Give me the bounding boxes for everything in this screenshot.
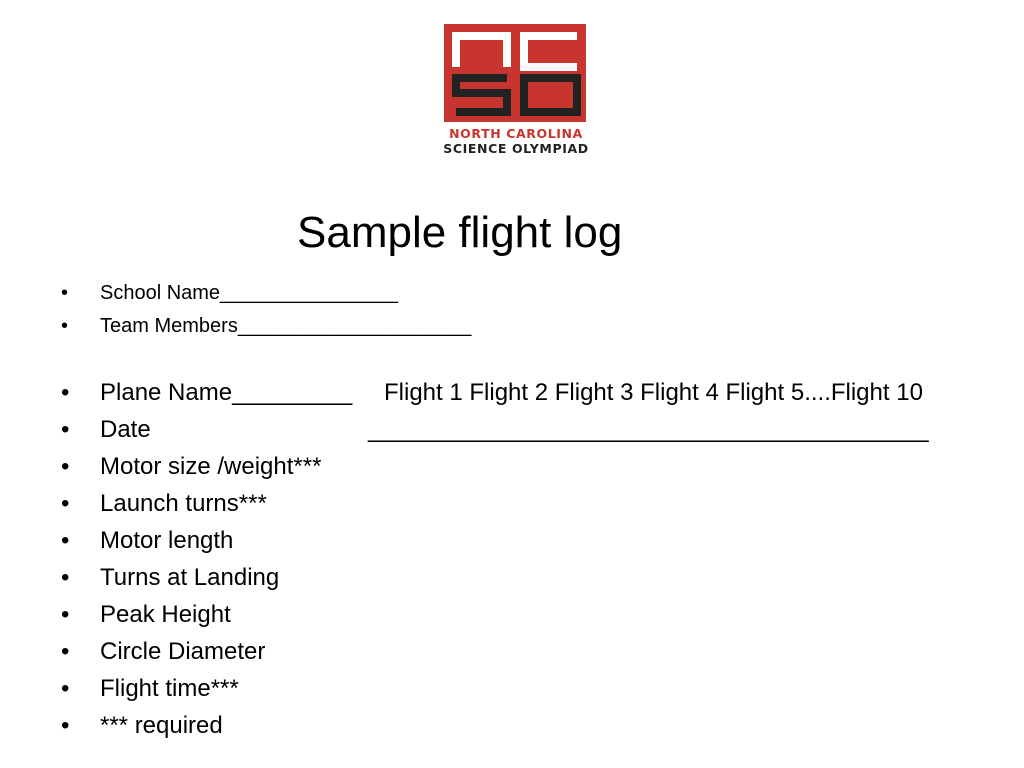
launch-turns-label: Launch turns*** bbox=[100, 490, 267, 517]
page-title: Sample flight log bbox=[297, 208, 623, 257]
flights-header: Flight 1 Flight 2 Flight 3 Flight 4 Flight 5....Flight 10 bbox=[384, 379, 923, 406]
required-note: *** required bbox=[100, 712, 223, 739]
bullet: • bbox=[61, 712, 70, 739]
plane-name-label: Plane Name_________ bbox=[100, 379, 353, 406]
bullet: • bbox=[61, 453, 70, 480]
bullet: • bbox=[61, 416, 70, 443]
flight-time-label: Flight time*** bbox=[100, 675, 239, 702]
turns-at-landing-label: Turns at Landing bbox=[100, 564, 280, 591]
school-name-label: School Name________________ bbox=[100, 282, 399, 304]
peak-height-label: Peak Height bbox=[100, 601, 231, 628]
motor-size-label: Motor size /weight*** bbox=[100, 453, 322, 480]
bullet: • bbox=[61, 564, 70, 591]
bullet: • bbox=[61, 490, 70, 517]
date-entry-line: __________________________________________ bbox=[368, 416, 929, 443]
team-members-label: Team Members_____________________ bbox=[100, 315, 472, 337]
circle-diameter-label: Circle Diameter bbox=[100, 638, 266, 665]
date-label: Date bbox=[100, 416, 151, 443]
bullet: • bbox=[61, 527, 70, 554]
bullet: • bbox=[61, 638, 70, 665]
motor-length-label: Motor length bbox=[100, 527, 234, 554]
bullet: • bbox=[61, 675, 70, 702]
bullet: • bbox=[61, 379, 70, 406]
bullet: • bbox=[61, 315, 69, 337]
logo-text-science-olympiad: SCIENCE OLYMPIAD bbox=[443, 141, 589, 156]
logo-text-north-carolina: NORTH CAROLINA bbox=[449, 126, 583, 141]
bullet: • bbox=[61, 282, 69, 304]
bullet: • bbox=[61, 601, 70, 628]
